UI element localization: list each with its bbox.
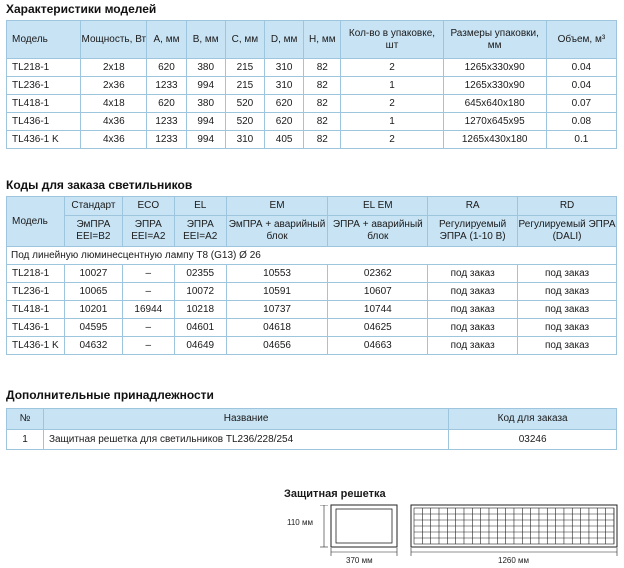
table-cell: 215 (225, 77, 264, 95)
accessories-header-cell: № (7, 409, 44, 430)
height-dimension-label: 110 мм (287, 518, 313, 527)
models-header-cell: Модель (7, 21, 81, 59)
order-code-cell: 04656 (226, 337, 328, 355)
codes-group-header: Стандарт (64, 197, 122, 216)
table-cell: 0.1 (546, 131, 616, 149)
table-cell: 2 (341, 131, 443, 149)
table-row (7, 283, 617, 301)
order-code-cell: 10737 (226, 301, 328, 319)
table-cell: 380 (186, 95, 225, 113)
lamp-note: Под линейную люминесцентную лампу T8 (G13) Ø 26 (7, 247, 617, 265)
model-name-cell: TL436-1 (7, 113, 81, 131)
width-dimension-label: 370 мм (346, 556, 373, 565)
order-code-cell: под заказ (428, 283, 518, 301)
table-cell: 310 (265, 59, 304, 77)
table-cell: 1 (341, 77, 443, 95)
accessories-header-row (7, 409, 617, 430)
codes-group-header: RD (518, 197, 617, 216)
table-row (7, 59, 617, 77)
grille-top-view (410, 500, 620, 558)
table-cell: 645x640x180 (443, 95, 546, 113)
codes-group-header: EM (226, 197, 328, 216)
order-code-cell: 10072 (174, 283, 226, 301)
order-code-cell: 02362 (328, 265, 428, 283)
height-dimension-line (320, 505, 328, 551)
accessory-number: 1 (7, 430, 44, 450)
order-code-cell: под заказ (428, 301, 518, 319)
order-code-cell: 04595 (64, 319, 122, 337)
table-cell: 2 (341, 59, 443, 77)
table-cell: 0.04 (546, 77, 616, 95)
table-row (7, 113, 617, 131)
order-code-cell: под заказ (518, 319, 617, 337)
order-code-cell: под заказ (428, 337, 518, 355)
order-code-cell: 10201 (64, 301, 122, 319)
models-section-title: Характеристики моделей (6, 2, 157, 16)
order-code-cell: 16944 (122, 301, 174, 319)
table-cell: 310 (265, 77, 304, 95)
order-code-cell: под заказ (518, 337, 617, 355)
codes-sub-header: ЭПРА + аварийный блок (328, 216, 428, 247)
order-code-cell: 10065 (64, 283, 122, 301)
models-header-cell: Мощность, Вт (81, 21, 147, 59)
order-code-cell: 10607 (328, 283, 428, 301)
models-header-cell: H, мм (304, 21, 341, 59)
models-header-cell: Объем, м³ (546, 21, 616, 59)
model-name-cell: TL418-1 (7, 301, 65, 319)
codes-sub-header: ЭмПРА EEI=B2 (64, 216, 122, 247)
order-code-cell: под заказ (428, 265, 518, 283)
table-row (7, 319, 617, 337)
order-code-cell: 04649 (174, 337, 226, 355)
table-cell: 620 (265, 95, 304, 113)
accessories-header-cell: Название (43, 409, 448, 430)
table-row (7, 95, 617, 113)
table-cell: 0.04 (546, 59, 616, 77)
table-cell: 2 (341, 95, 443, 113)
order-code-cell: 10591 (226, 283, 328, 301)
table-cell: 994 (186, 77, 225, 95)
accessories-header-cell: Код для заказа (449, 409, 617, 430)
model-name-cell: TL436-1 K (7, 337, 65, 355)
table-row (7, 131, 617, 149)
codes-group-header: EL EM (328, 197, 428, 216)
grille-side-view (330, 500, 400, 556)
length-dimension-label: 1260 мм (498, 556, 530, 565)
codes-group-header: RA (428, 197, 518, 216)
order-code-cell: – (122, 283, 174, 301)
codes-sub-header: Регулируемый ЭПРА (1-10 В) (428, 216, 518, 247)
table-cell: 2x18 (81, 59, 147, 77)
table-row (7, 337, 617, 355)
model-name-cell: TL436-1 (7, 319, 65, 337)
table-cell: 405 (265, 131, 304, 149)
models-header-cell: A, мм (147, 21, 186, 59)
model-name-cell: TL218-1 (7, 59, 81, 77)
table-cell: 4x36 (81, 131, 147, 149)
table-cell: 310 (225, 131, 264, 149)
order-code-cell: – (122, 265, 174, 283)
codes-sub-header: ЭПРА EEI=A2 (122, 216, 174, 247)
codes-sub-header: ЭмПРА + аварийный блок (226, 216, 328, 247)
model-name-cell: TL418-1 (7, 95, 81, 113)
order-code-cell: 02355 (174, 265, 226, 283)
order-code-cell: 04663 (328, 337, 428, 355)
accessory-name: Защитная решетка для светильников TL236/228/254 (43, 430, 448, 450)
table-cell: 0.07 (546, 95, 616, 113)
codes-section-title: Коды для заказа светильников (6, 178, 193, 192)
model-name-cell: TL236-1 (7, 77, 81, 95)
table-cell: 1233 (147, 77, 186, 95)
order-code-cell: 10553 (226, 265, 328, 283)
model-name-cell: TL236-1 (7, 283, 65, 301)
table-cell: 82 (304, 59, 341, 77)
table-cell: 215 (225, 59, 264, 77)
order-code-cell: 04632 (64, 337, 122, 355)
order-code-cell: – (122, 319, 174, 337)
codes-group-header-row (7, 197, 617, 216)
table-cell: 82 (304, 95, 341, 113)
order-code-cell: – (122, 337, 174, 355)
table-row (7, 301, 617, 319)
codes-sub-header: Регулируемый ЭПРА (DALI) (518, 216, 617, 247)
order-code-cell: под заказ (518, 265, 617, 283)
table-cell: 380 (186, 59, 225, 77)
table-row (7, 77, 617, 95)
table-cell: 994 (186, 113, 225, 131)
codes-sub-header-row (7, 216, 617, 247)
table-cell: 1265x330x90 (443, 59, 546, 77)
models-header-cell: Размеры упаковки, мм (443, 21, 546, 59)
order-code-cell: под заказ (518, 283, 617, 301)
codes-group-header: EL (174, 197, 226, 216)
order-code-cell: 04625 (328, 319, 428, 337)
table-cell: 620 (147, 95, 186, 113)
table-cell: 1270x645x95 (443, 113, 546, 131)
order-code-cell: 10027 (64, 265, 122, 283)
model-name-cell: TL436-1 K (7, 131, 81, 149)
order-code-cell: 04618 (226, 319, 328, 337)
accessory-code: 03246 (449, 430, 617, 450)
codes-group-header: ECO (122, 197, 174, 216)
accessories-table (6, 408, 617, 450)
table-cell: 0.08 (546, 113, 616, 131)
table-row (7, 265, 617, 283)
drawing-title: Защитная решетка (284, 488, 386, 500)
accessories-section-title: Дополнительные принадлежности (6, 388, 214, 402)
table-row (7, 430, 617, 450)
models-header-cell: Кол-во в упаковке, шт (341, 21, 443, 59)
models-header-cell: C, мм (225, 21, 264, 59)
table-cell: 4x36 (81, 113, 147, 131)
models-header-cell: B, мм (186, 21, 225, 59)
table-cell: 1233 (147, 131, 186, 149)
table-cell: 82 (304, 113, 341, 131)
table-cell: 82 (304, 77, 341, 95)
model-name-cell: TL218-1 (7, 265, 65, 283)
order-code-cell: 04601 (174, 319, 226, 337)
models-table (6, 20, 617, 149)
table-cell: 1 (341, 113, 443, 131)
table-cell: 994 (186, 131, 225, 149)
table-cell: 1233 (147, 113, 186, 131)
table-cell: 520 (225, 95, 264, 113)
order-code-cell: 10218 (174, 301, 226, 319)
table-cell: 2x36 (81, 77, 147, 95)
models-header-row (7, 21, 617, 59)
table-cell: 82 (304, 131, 341, 149)
order-code-cell: 10744 (328, 301, 428, 319)
table-cell: 1265x430x180 (443, 131, 546, 149)
table-cell: 4x18 (81, 95, 147, 113)
codes-model-header: Модель (7, 197, 65, 247)
order-code-cell: под заказ (428, 319, 518, 337)
models-header-cell: D, мм (265, 21, 304, 59)
codes-sub-header: ЭПРА EEI=A2 (174, 216, 226, 247)
table-cell: 620 (147, 59, 186, 77)
lamp-note-row (7, 247, 617, 265)
table-cell: 1265x330x90 (443, 77, 546, 95)
order-code-cell: под заказ (518, 301, 617, 319)
table-cell: 620 (265, 113, 304, 131)
table-cell: 520 (225, 113, 264, 131)
codes-table (6, 196, 617, 355)
